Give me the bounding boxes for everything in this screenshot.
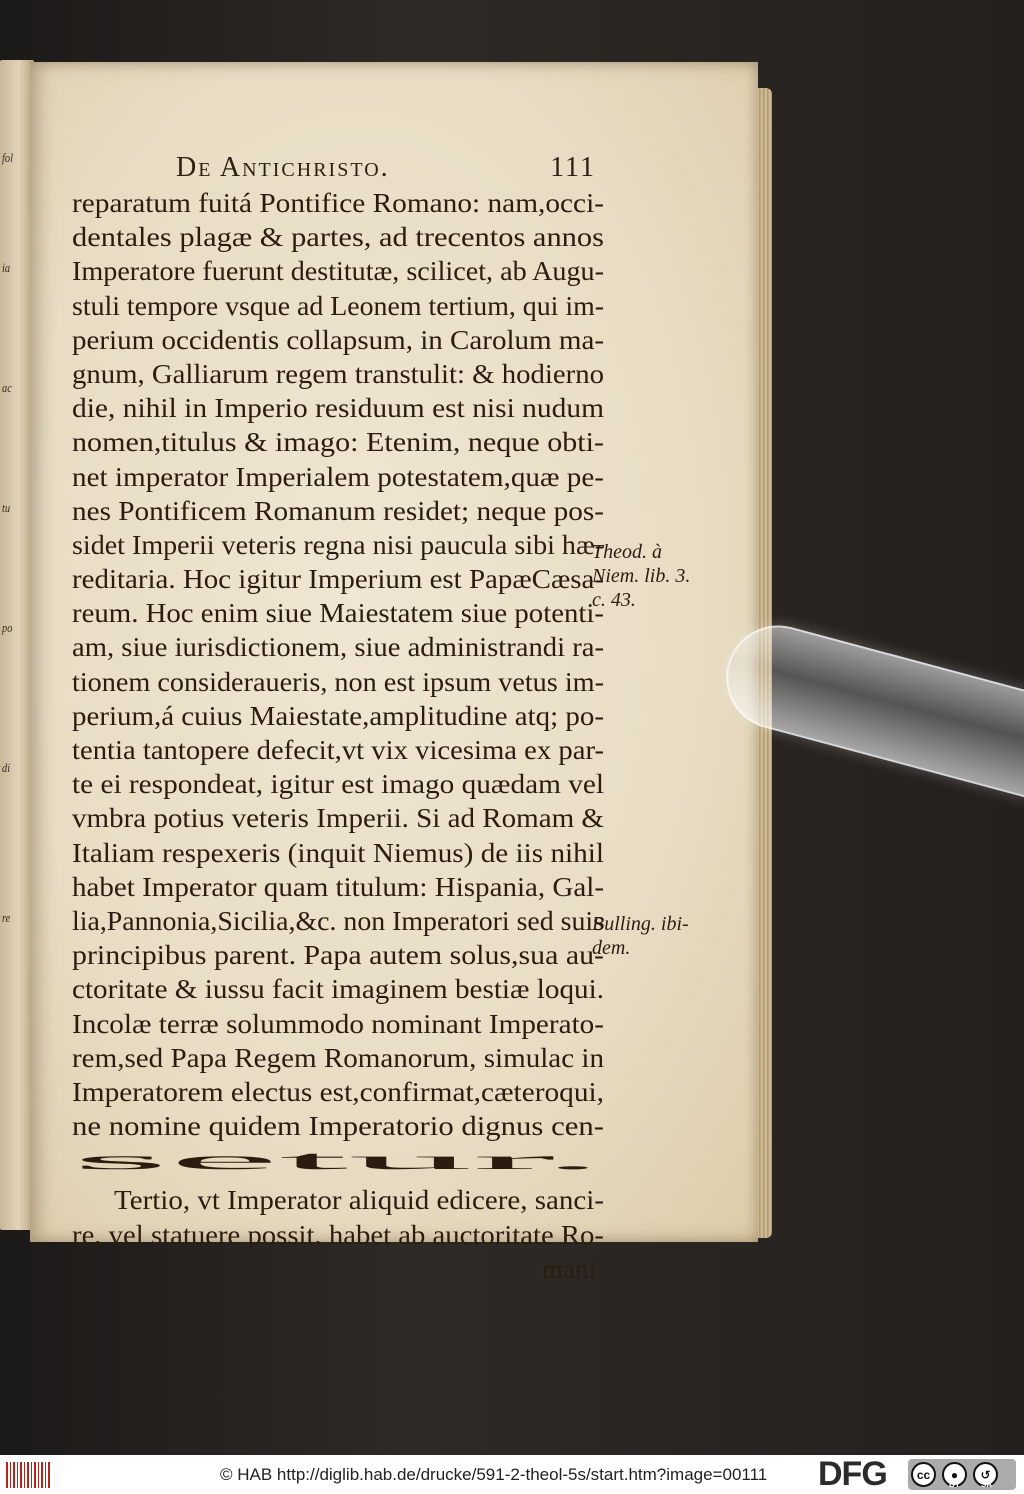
marginal-note-1 [592, 540, 690, 612]
text-line: sidet Imperii veteris regna nisi paucula sibi hæ- [72, 529, 604, 560]
by-icon: ● [942, 1462, 967, 1487]
marginal-note-line: Niem. lib. 3. [592, 565, 691, 587]
text-line: principibus parent. Papa autem solus,sua au- [72, 940, 604, 971]
text-line: setur. [72, 1145, 604, 1176]
prev-page-fragment: ia [2, 260, 11, 275]
text-line: perium occidentis collapsum, in Carolum ma- [72, 324, 604, 355]
text-line: vmbra potius veteris Imperii. Si ad Romam & [72, 803, 604, 834]
text-line: am, siue iurisdictionem, siue administrandi ra- [72, 632, 604, 663]
text-line: Imperatorem electus est,confirmat,cæteroqui, [72, 1076, 604, 1107]
prev-page-fragment: tu [2, 500, 11, 515]
text-line: Tertio, vt Imperator aliquid edicere, sanci- [114, 1185, 604, 1216]
text-line: dentales plagæ & partes, ad trecentos annos [72, 222, 604, 253]
prev-page-fragment: fol [2, 150, 13, 165]
text-line: gnum, Galliarum regem transtulit: & hodierno [72, 358, 604, 389]
prev-page-fragment: po [2, 620, 13, 635]
cc-icon: cc [911, 1462, 936, 1487]
page-number: 111 [550, 152, 596, 183]
cc-license-badge[interactable] [908, 1459, 1016, 1490]
text-line: reum. Hoc enim siue Maiestatem siue potenti- [72, 598, 604, 629]
footer-bar [0, 1455, 1024, 1494]
text-line: tentia tantopere defecit,vt vix vicesima ex par- [72, 735, 604, 765]
marginal-note-line: c. 43. [592, 589, 636, 611]
sa-label: SA [981, 1480, 993, 1489]
text-line: nes Pontificem Romanum residet; neque pos- [72, 495, 604, 526]
text-line: Imperatore fuerunt destitutæ, scilicet, ab Augu- [72, 256, 604, 287]
text-line: ctoritate & iussu facit imaginem bestiæ loqui. [72, 974, 604, 1005]
text-line: reparatum fuitá Pontifice Romano: nam,occi- [72, 188, 604, 218]
copyright-link[interactable]: © HAB http://diglib.hab.de/drucke/591-2-theol-5s/start.htm?image=00111 [220, 1465, 768, 1484]
text-line: Incolæ terræ solummodo nominant Imperato- [72, 1008, 604, 1039]
text-line: lia,Pannonia,Sicilia,&c. non Imperatori sed suis [72, 905, 604, 936]
text-line: te ei respondeat, igitur est imago quædam vel [72, 769, 604, 800]
sa-icon: ↺ [973, 1462, 998, 1487]
text-line: reditaria. Hoc igitur Imperium est PapæCæsa- [72, 564, 604, 595]
text-line: habet Imperator quam titulum: Hispania, Gal- [72, 871, 604, 902]
text-line: tionem consideraueris, non est ipsum vetus im- [72, 666, 604, 697]
marginal-note-line: Theod. à [592, 541, 662, 563]
prev-page-fragment: di [2, 760, 11, 775]
text-line: ne nomine quidem Imperatorio dignus cen- [72, 1111, 604, 1142]
text-line: perium,á cuius Maiestate,amplitudine atq; po- [72, 700, 604, 731]
by-label: BY [949, 1480, 961, 1489]
prev-page-fragment: re [2, 910, 11, 925]
paragraph-2 [72, 1183, 604, 1251]
catchword: mani [542, 1253, 596, 1284]
text-line: nomen,titulus & imago: Etenim, neque obti- [72, 427, 604, 458]
marginal-note-line: Bulling. ibi- [592, 913, 689, 935]
text-line: rem,sed Papa Regem Romanorum, simulac in [72, 1042, 604, 1073]
paragraph-1 [72, 186, 604, 1177]
marginal-note-2 [592, 912, 689, 960]
running-head-title: De Antichristo. [176, 152, 390, 183]
text-line: re, vel statuere possit, habet ab auctoritate Ro- [72, 1219, 604, 1250]
hab-logo-icon [6, 1462, 50, 1488]
main-text [72, 186, 604, 1286]
previous-page-edge [0, 60, 34, 1230]
prev-page-fragment: ac [2, 380, 12, 395]
dfg-logo: DFG [818, 1455, 887, 1493]
text-line: die, nihil in Imperio residuum est nisi nudum [72, 393, 604, 424]
marginal-note-line: dem. [592, 937, 631, 959]
text-line: Italiam respexeris (inquit Niemus) de iis nihil [72, 837, 604, 868]
text-line: net imperator Imperialem potestatem,quæ pe- [72, 461, 604, 492]
running-head [176, 152, 596, 188]
text-line: stuli tempore vsque ad Leonem tertium, qui im- [72, 290, 604, 321]
